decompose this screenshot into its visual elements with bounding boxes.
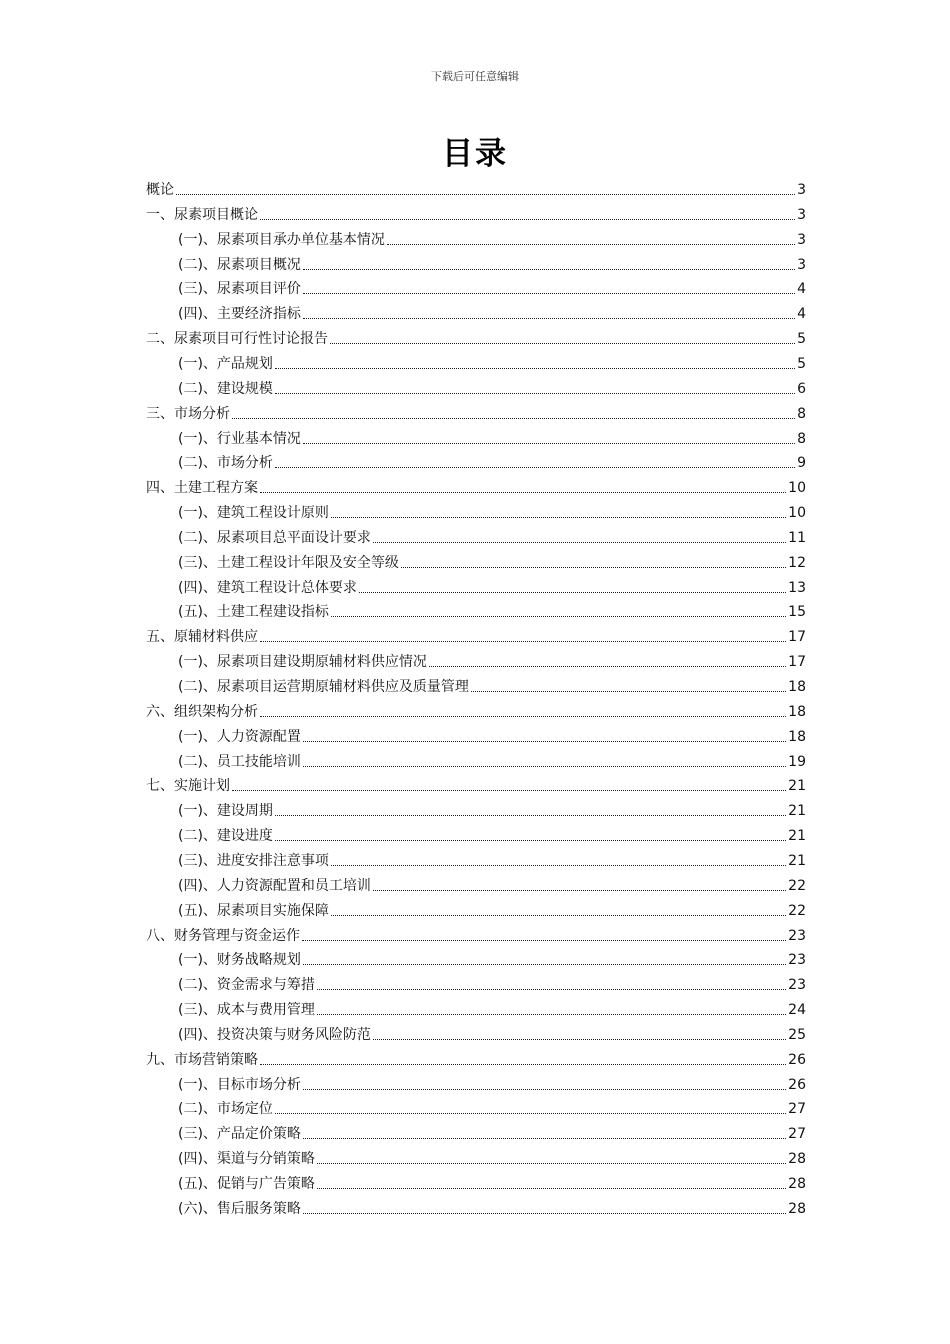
toc-entry-page: 11	[788, 529, 806, 546]
toc-entry-page: 18	[788, 703, 806, 720]
toc-entry[interactable]	[178, 995, 806, 1019]
toc-entry-label: (四)、渠道与分销策略	[178, 1151, 315, 1168]
toc-entry-page: 27	[788, 1126, 806, 1143]
toc-dot-leader	[303, 1089, 786, 1090]
toc-entry-page: 4	[797, 281, 806, 298]
toc-dot-leader	[317, 1014, 786, 1015]
toc-entry[interactable]	[178, 796, 806, 820]
toc-dot-leader	[303, 1213, 786, 1214]
toc-dot-leader	[387, 244, 795, 245]
toc-entry[interactable]	[178, 274, 806, 298]
toc-dot-leader	[373, 1039, 786, 1040]
toc-dot-leader	[317, 1188, 786, 1189]
toc-entry-label: 七、实施计划	[146, 778, 230, 795]
toc-dot-leader	[260, 1064, 786, 1065]
toc-entry[interactable]	[146, 200, 806, 224]
toc-entry-label: 三、市场分析	[146, 405, 230, 422]
toc-entry-page: 21	[788, 803, 806, 820]
toc-entry-page: 28	[788, 1151, 806, 1168]
toc-entry-page: 4	[797, 306, 806, 323]
toc-entry-label: (五)、促销与广告策略	[178, 1176, 315, 1192]
toc-entry-label: 九、市场营销策略	[146, 1051, 258, 1068]
toc-entry-label: (一)、目标市场分析	[178, 1076, 301, 1093]
toc-entry-page: 10	[788, 480, 806, 497]
toc-entry[interactable]	[178, 945, 806, 969]
toc-entry-page: 18	[788, 679, 806, 695]
toc-entry[interactable]	[178, 672, 806, 696]
toc-dot-leader	[373, 890, 786, 891]
toc-entry-label: (一)、尿素项目承办单位基本情况	[178, 231, 385, 248]
toc-entry[interactable]	[178, 523, 806, 547]
toc-entry-page: 26	[788, 1051, 806, 1068]
toc-entry-page: 25	[788, 1026, 806, 1043]
toc-entry-label: (一)、尿素项目建设期原辅材料供应情况	[178, 654, 427, 671]
toc-dot-leader	[303, 269, 795, 270]
toc-entry-page: 19	[788, 753, 806, 770]
toc-entry-page: 24	[788, 1002, 806, 1019]
toc-entry-label: (二)、尿素项目运营期原辅材料供应及质量管理	[178, 679, 469, 695]
toc-entry[interactable]	[178, 225, 806, 249]
toc-entry-label: (一)、行业基本情况	[178, 430, 301, 447]
toc-entry-label: (二)、建设进度	[178, 828, 273, 845]
toc-entry-page: 21	[788, 778, 806, 795]
toc-entry-page: 9	[797, 455, 806, 472]
toc-entry-label: (二)、市场分析	[178, 455, 273, 472]
toc-dot-leader	[260, 641, 786, 642]
toc-dot-leader	[303, 318, 795, 319]
toc-entry-page: 18	[788, 728, 806, 745]
toc-dot-leader	[303, 964, 786, 965]
toc-entry-page: 22	[788, 902, 806, 919]
toc-entry-label: (二)、尿素项目概况	[178, 256, 301, 273]
toc-dot-leader	[317, 989, 786, 990]
toc-entry[interactable]	[178, 498, 806, 522]
toc-dot-leader	[303, 443, 795, 444]
toc-entry-page: 21	[788, 852, 806, 869]
toc-entry[interactable]	[146, 921, 806, 945]
toc-entry-label: (三)、土建工程设计年限及安全等级	[178, 554, 399, 571]
toc-dot-leader	[275, 815, 786, 816]
toc-dot-leader	[373, 542, 786, 543]
toc-entry-label: (二)、市场定位	[178, 1101, 273, 1118]
toc-entry-page: 12	[788, 554, 806, 571]
toc-dot-leader	[331, 915, 786, 916]
toc-entry-label: (六)、售后服务策略	[178, 1200, 301, 1217]
toc-entry-page: 23	[788, 977, 806, 994]
toc-dot-leader	[260, 716, 786, 717]
toc-dot-leader	[331, 865, 786, 866]
toc-title: 目录	[442, 136, 508, 172]
toc-entry-page: 23	[788, 952, 806, 969]
toc-dot-leader	[260, 219, 795, 220]
toc-entry[interactable]	[146, 1045, 806, 1069]
toc-entry[interactable]	[178, 448, 806, 472]
toc-entry[interactable]	[146, 697, 806, 721]
toc-entry-page: 26	[788, 1076, 806, 1093]
toc-entry[interactable]	[146, 771, 806, 795]
toc-entry[interactable]	[178, 1144, 806, 1168]
toc-entry-label: (一)、建设周期	[178, 803, 273, 820]
toc-entry-label: (三)、产品定价策略	[178, 1126, 301, 1143]
toc-entry-page: 8	[797, 405, 806, 422]
toc-entry[interactable]	[146, 622, 806, 646]
toc-entry-page: 17	[788, 629, 806, 646]
toc-entry[interactable]	[178, 250, 806, 274]
toc-dot-leader	[317, 1163, 786, 1164]
toc-dot-leader	[275, 467, 795, 468]
toc-entry-page: 13	[788, 579, 806, 596]
toc-entry-label: (四)、投资决策与财务风险防范	[178, 1026, 371, 1043]
toc-entry-label: 四、土建工程方案	[146, 480, 258, 497]
toc-entry[interactable]	[146, 399, 806, 423]
toc-entry-page: 15	[788, 604, 806, 621]
toc-entry-page: 10	[788, 505, 806, 522]
toc-entry-label: (二)、员工技能培训	[178, 753, 301, 770]
toc-entry-label: 二、尿素项目可行性讨论报告	[146, 331, 328, 348]
toc-entry-page: 6	[797, 380, 806, 397]
toc-entry-page: 5	[797, 355, 806, 372]
toc-dot-leader	[303, 293, 795, 294]
toc-dot-leader	[176, 194, 795, 195]
toc-entry[interactable]	[178, 1119, 806, 1143]
toc-entry-page: 28	[788, 1176, 806, 1192]
toc-entry[interactable]	[178, 747, 806, 771]
toc-entry-label: (二)、尿素项目总平面设计要求	[178, 529, 371, 546]
toc-entry[interactable]	[178, 349, 806, 373]
toc-entry[interactable]	[146, 175, 806, 199]
toc-entry-page: 23	[788, 927, 806, 944]
toc-entry-label: (一)、建筑工程设计原则	[178, 505, 329, 522]
header-note: 下载后可任意编辑	[431, 70, 519, 83]
toc-entry[interactable]	[178, 424, 806, 448]
toc-dot-leader	[275, 368, 795, 369]
toc-dot-leader	[401, 567, 786, 568]
toc-entry-page: 17	[788, 654, 806, 671]
toc-entry-label: (四)、人力资源配置和员工培训	[178, 877, 371, 894]
toc-entry[interactable]	[178, 647, 806, 671]
toc-dot-leader	[429, 666, 786, 667]
toc-entry-label: (二)、资金需求与筹措	[178, 977, 315, 994]
toc-entry[interactable]	[178, 871, 806, 895]
toc-dot-leader	[275, 1113, 786, 1114]
toc-entry-page: 21	[788, 828, 806, 845]
toc-entry-label: (一)、人力资源配置	[178, 728, 301, 745]
toc-entry-page: 8	[797, 430, 806, 447]
toc-entry-label: 概论	[146, 182, 174, 198]
toc-dot-leader	[260, 492, 786, 493]
toc-entry[interactable]	[178, 846, 806, 870]
toc-entry[interactable]	[178, 970, 806, 994]
toc-entry-label: (四)、建筑工程设计总体要求	[178, 579, 357, 596]
toc-dot-leader	[359, 592, 786, 593]
toc-dot-leader	[303, 1138, 786, 1139]
toc-entry-label: (三)、成本与费用管理	[178, 1002, 315, 1019]
toc-dot-leader	[471, 691, 786, 692]
toc-dot-leader	[303, 766, 786, 767]
toc-entry[interactable]	[178, 1194, 806, 1218]
toc-entry[interactable]	[178, 1169, 806, 1193]
toc-entry-label: (三)、进度安排注意事项	[178, 852, 329, 869]
toc-entry[interactable]	[178, 821, 806, 845]
toc-dot-leader	[302, 940, 786, 941]
toc-entry[interactable]	[178, 597, 806, 621]
toc-entry-label: (五)、尿素项目实施保障	[178, 902, 329, 919]
toc-entry-label: (一)、财务战略规划	[178, 952, 301, 969]
toc-entry-page: 3	[797, 256, 806, 273]
toc-entry[interactable]	[178, 1070, 806, 1094]
toc-entry[interactable]	[178, 573, 806, 597]
toc-entry-label: 六、组织架构分析	[146, 703, 258, 720]
toc-entry-page: 28	[788, 1200, 806, 1217]
toc-entry-label: (四)、主要经济指标	[178, 306, 301, 323]
toc-entry[interactable]	[178, 1094, 806, 1118]
toc-entry-page: 27	[788, 1101, 806, 1118]
toc-entry-label: 一、尿素项目概论	[146, 206, 258, 223]
toc-entry[interactable]	[178, 722, 806, 746]
toc-entry[interactable]	[146, 324, 806, 348]
toc-dot-leader	[275, 393, 795, 394]
toc-dot-leader	[303, 741, 786, 742]
toc-entry-page: 22	[788, 877, 806, 894]
toc-entry-page: 5	[797, 331, 806, 348]
toc-dot-leader	[275, 840, 786, 841]
toc-dot-leader	[331, 517, 786, 518]
toc-dot-leader	[330, 343, 795, 344]
toc-dot-leader	[331, 616, 786, 617]
toc-entry[interactable]	[178, 299, 806, 323]
toc-entry-page: 3	[797, 182, 806, 198]
toc-entry[interactable]	[178, 896, 806, 920]
toc-entry-page: 3	[797, 206, 806, 223]
toc-entry-label: 五、原辅材料供应	[146, 629, 258, 646]
toc-dot-leader	[232, 790, 786, 791]
toc-entry-label: (二)、建设规模	[178, 380, 273, 397]
toc-entry[interactable]	[146, 473, 806, 497]
toc-entry-label: (五)、土建工程建设指标	[178, 604, 329, 621]
toc-entry-label: 八、财务管理与资金运作	[146, 927, 300, 944]
toc-entry[interactable]	[178, 1020, 806, 1044]
toc-entry-label: (一)、产品规划	[178, 355, 273, 372]
toc-entry[interactable]	[178, 548, 806, 572]
toc-dot-leader	[232, 418, 795, 419]
toc-entry[interactable]	[178, 374, 806, 398]
toc-entry-page: 3	[797, 231, 806, 248]
toc-entry-label: (三)、尿素项目评价	[178, 281, 301, 298]
